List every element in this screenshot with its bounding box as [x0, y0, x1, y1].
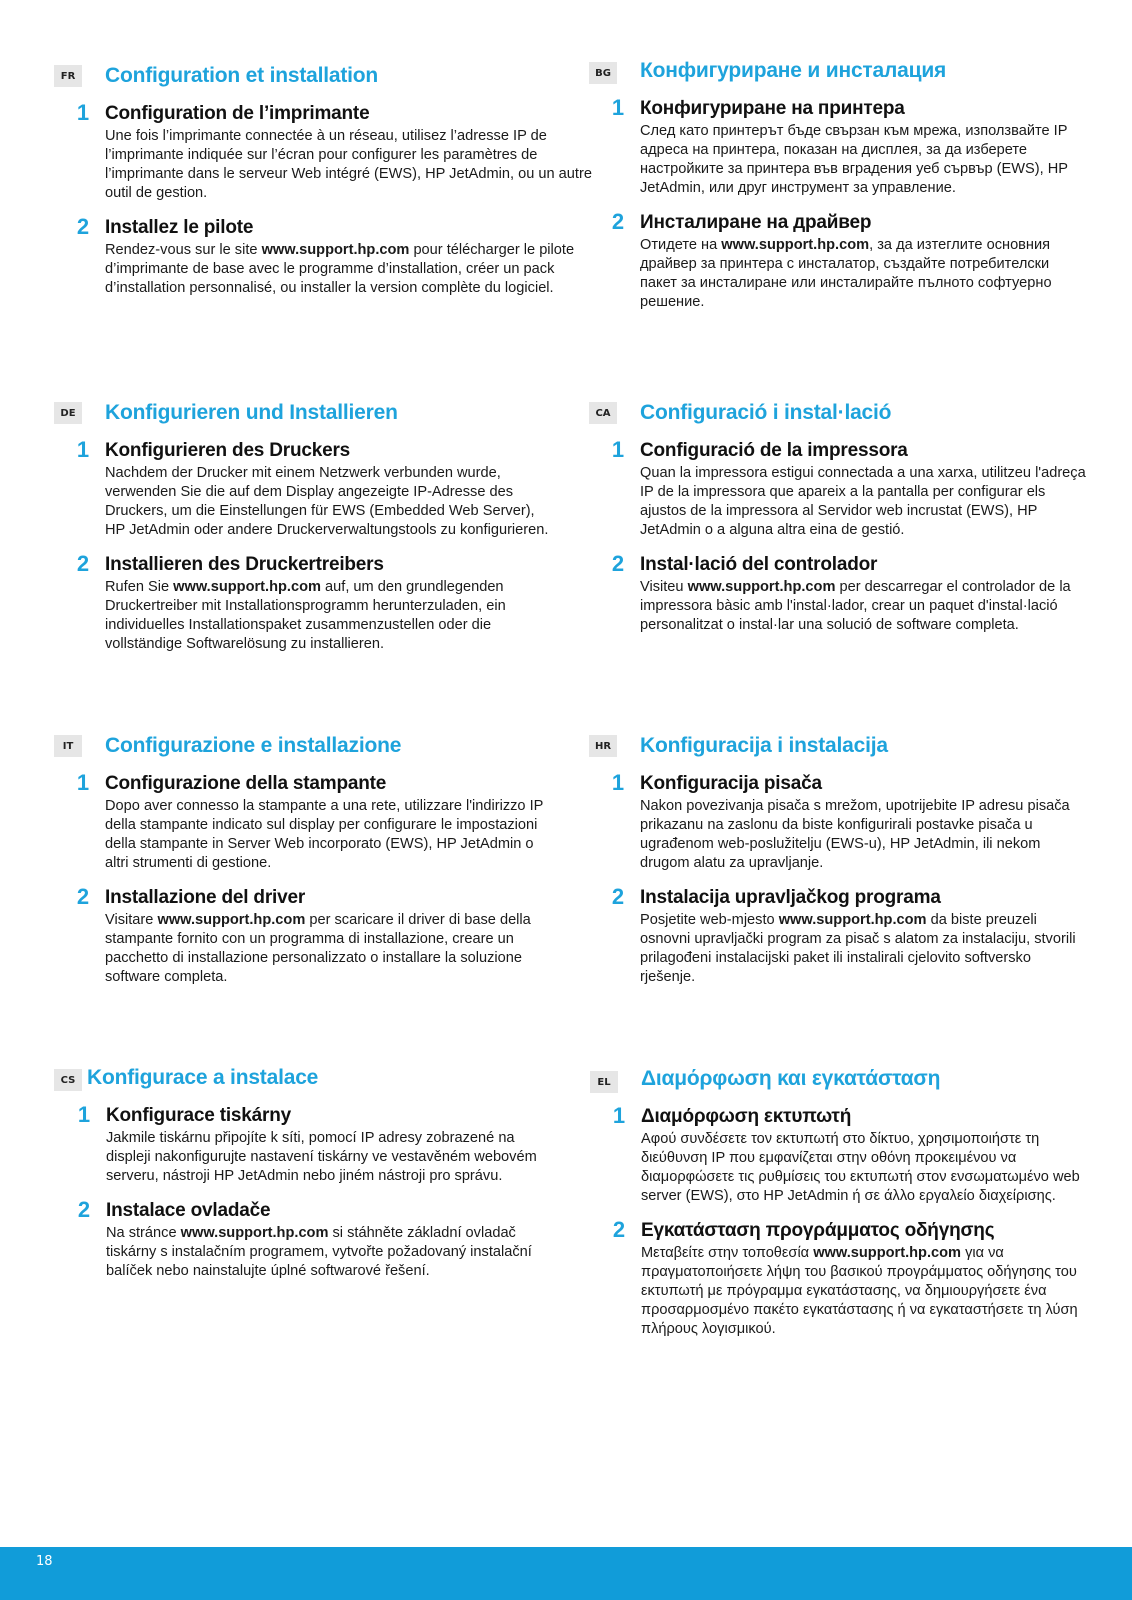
section-title: Konfigurace a instalace [87, 1066, 319, 1089]
support-link[interactable]: www.support.hp.com [778, 912, 927, 928]
step-text [641, 1244, 1091, 1339]
step-number: 1 [611, 770, 625, 795]
step-2 [76, 884, 555, 987]
language-tag: CA [589, 402, 617, 424]
step-1 [611, 437, 1090, 540]
section-title: Configurazione e installazione [105, 734, 402, 757]
step-number: 2 [611, 209, 625, 234]
section-it [62, 733, 555, 1001]
step-text-before: Visiteu [640, 579, 688, 595]
step-text: След като принтерът бъде свързан към мрежа, използвайте IP адреса на принтера, показан на дисплея, за да изберете настройките за принтера във вградения уеб сървър (EWS), HP JetAdmin, или друг инструмент за управление. [640, 123, 1068, 196]
language-tag: FR [54, 65, 82, 87]
step-text-after: pour télécharger le pilote d’imprimante de base avec le programme d’installation, créer un pack d’installation personnalisé, ou installer la version complète du logiciel. [105, 242, 575, 296]
step-number: 1 [77, 1102, 91, 1127]
step-title: Instalacija upravljačkog programa [640, 887, 941, 908]
section-de [60, 400, 555, 668]
step-1 [77, 1102, 556, 1186]
step-text-after: da biste preuzeli osnovni upravljački program za pisač s alatom za instalaciju, stvorili prilagođeni instalacijski paket ili instalirali cjelovito softversko rješenje. [640, 912, 1076, 985]
section-hr [594, 733, 1090, 1001]
step-text-after: auf, um den grundlegenden Druckertreiber mit Installationsprogramm herunterzuladen, ein individuelles Installationspaket zusammenzustellen oder die vollständige Softwarelösung zu installieren. [105, 579, 506, 652]
section-title: Διαμόρφωση και εγκατάσταση [641, 1067, 941, 1090]
step-number: 2 [611, 551, 625, 576]
step-2 [76, 214, 605, 298]
section-title: Konfigurieren und Installieren [105, 401, 398, 424]
section-fr [60, 63, 605, 312]
step-text: Αφού συνδέσετε τον εκτυπωτή στο δίκτυο, χρησιμοποιήστε τη διεύθυνση IP που εμφανίζεται στην οθόνη προκειμένου να διαμορφώσετε τις ρυθμίσεις του εκτυπωτή στον ενσωματωμένο web server (EWS), στο HP JetAdmin ή σε άλλο εργαλείο διαχείρισης. [641, 1131, 1080, 1204]
step-text-after: , за да изтеглите основния драйвер за принтера с инсталатор, създайте потребителски пакет за инсталиране или инсталирайте пълното софтуерно решение. [640, 237, 1052, 310]
support-link[interactable]: www.support.hp.com [721, 237, 870, 253]
step-1 [611, 770, 1090, 873]
step-text [106, 1224, 556, 1281]
step-text: Nachdem der Drucker mit einem Netzwerk verbunden wurde, verwenden Sie die auf dem Display angezeigte IP-Adresse des Druckers, um die Einstellungen für EWS (Embedded Web Server), HP JetAdmin oder andere Druckerverwaltungstools zu konfigurieren. [105, 465, 549, 538]
step-number: 1 [76, 437, 90, 462]
step-text [640, 911, 1090, 987]
language-tag: EL [590, 1071, 618, 1093]
step-2 [611, 551, 1090, 635]
step-number: 1 [76, 100, 90, 125]
step-title: Configuration de l’imprimante [105, 103, 370, 124]
step-title: Instalace ovladače [106, 1200, 271, 1221]
step-title: Инсталиране на драйвер [640, 212, 872, 233]
step-title: Konfiguracija pisača [640, 773, 822, 794]
section-el [597, 1066, 1091, 1353]
step-text-after: per scaricare il driver di base della stampante fornito con un programma di installazione, creare un pacchetto di installazione personalizzato o installare la soluzione software completa. [105, 912, 531, 985]
section-title: Configuration et installation [105, 64, 379, 87]
step-number: 1 [612, 1103, 626, 1128]
footer-bar [0, 1547, 1132, 1600]
language-tag: IT [54, 735, 82, 757]
section-title: Конфигуриране и инсталация [640, 59, 947, 82]
step-text-before: Rendez-vous sur le site [105, 242, 262, 258]
step-text-after: si stáhněte základní ovladač tiskárny s instalačním programem, vytvořte požadovaný instalační balíček nebo nainstalujte úplné softwarové řešení. [106, 1225, 532, 1279]
step-1 [76, 100, 605, 203]
step-number: 2 [611, 884, 625, 909]
step-title: Конфигуриране на принтера [640, 98, 905, 119]
step-title: Διαμόρφωση εκτυπωτή [641, 1106, 852, 1127]
step-text-after: per descarregar el controlador de la impressora bàsic amb l'instal·lador, crear un paquet d'instal·lació personalitzat o instal·lar una solució de software completa. [640, 579, 1071, 633]
step-title: Installieren des Druckertreibers [105, 554, 384, 575]
step-text [640, 236, 1090, 312]
language-tag: CS [54, 1069, 82, 1091]
step-text-before: Μεταβείτε στην τοποθεσία [641, 1245, 814, 1261]
support-link[interactable]: www.support.hp.com [180, 1225, 329, 1241]
step-title: Konfigurieren des Druckers [105, 440, 351, 461]
step-1 [611, 95, 1090, 198]
step-text: Quan la impressora estigui connectada a una xarxa, utilitzeu l'adreça IP de la impressora que apareix a la pantalla per configurar els ajustos de la impressora al Servidor web incrustat (EWS), HP JetAdmin o a alguna altra eina de gestió. [640, 465, 1086, 538]
step-text-before: Отидете на [640, 237, 722, 253]
step-title: Εγκατάσταση προγράμματος οδήγησης [641, 1220, 995, 1241]
step-text-after: για να πραγματοποιήσετε λήψη του βασικού προγράμματος οδήγησης του εκτυπωτή με πρόγραμμα εγκατάστασης, να δημιουργήσετε ένα προσαρμοσμένο πακέτο εγκατάστασης ή να εγκαταστήσετε τη λύση πλήρους λογισμικού. [641, 1245, 1078, 1337]
step-1 [612, 1103, 1091, 1206]
step-text: Dopo aver connesso la stampante a una rete, utilizzare l'indirizzo IP della stampante indicato sul display per configurare le impostazioni della stampante in Server Web incorporato (EWS), HP JetAdmin o altri strumenti di gestione. [105, 798, 544, 871]
step-text [105, 241, 605, 298]
step-number: 2 [77, 1197, 91, 1222]
step-2 [611, 884, 1090, 987]
step-2 [612, 1217, 1091, 1339]
step-text [105, 911, 555, 987]
step-1 [76, 437, 555, 540]
support-link[interactable]: www.support.hp.com [687, 579, 836, 595]
step-number: 1 [76, 770, 90, 795]
step-text: Nakon povezivanja pisača s mrežom, upotrijebite IP adresu pisača prikazanu na zaslonu da biste konfigurirali postavke pisača u ugrađenom web-poslužitelju (EWS-u), HP JetAdmin, ili nekom drugom alatu za upravljanje. [640, 798, 1070, 871]
step-text [105, 578, 555, 654]
step-number: 2 [612, 1217, 626, 1242]
step-text [640, 578, 1090, 635]
page-number: 18 [36, 1554, 53, 1569]
step-title: Configuració de la impressora [640, 440, 908, 461]
section-title: Configuració i instal·lació [640, 401, 892, 424]
language-tag: DE [54, 402, 82, 424]
section-bg [595, 58, 1090, 326]
step-text: Une fois l’imprimante connectée à un réseau, utilisez l’adresse IP de l’imprimante indiquée sur l’écran pour configurer les paramètres de l’imprimante dans le serveur Web intégré (EWS), HP JetAdmin, ou un autre outil de gestion. [105, 128, 592, 201]
step-text-before: Na stránce [106, 1225, 181, 1241]
step-title: Konfigurace tiskárny [106, 1105, 291, 1126]
step-title: Installez le pilote [105, 217, 254, 238]
support-link[interactable]: www.support.hp.com [261, 242, 410, 258]
language-tag: HR [589, 735, 617, 757]
step-2 [76, 551, 555, 654]
step-text: Jakmile tiskárnu připojíte k síti, pomocí IP adresy zobrazené na displeji nakonfigurujte nastavení tiskárny ve vestavěném webovém serveru, nástroji HP JetAdmin nebo jiném nástroji pro správu. [106, 1130, 537, 1184]
step-text-before: Posjetite web-mjesto [640, 912, 779, 928]
step-title: Instal·lació del controlador [640, 554, 878, 575]
step-number: 2 [76, 884, 90, 909]
step-text-before: Visitare [105, 912, 158, 928]
step-text-before: Rufen Sie [105, 579, 174, 595]
step-number: 1 [611, 437, 625, 462]
step-title: Installazione del driver [105, 887, 306, 908]
language-tag: BG [589, 62, 617, 84]
step-1 [76, 770, 555, 873]
section-ca [595, 400, 1090, 649]
step-title: Configurazione della stampante [105, 773, 387, 794]
section-cs [60, 1065, 556, 1295]
step-number: 1 [611, 95, 625, 120]
step-2 [77, 1197, 556, 1281]
support-link[interactable]: www.support.hp.com [157, 912, 306, 928]
step-number: 2 [76, 214, 90, 239]
step-2 [611, 209, 1090, 312]
support-link[interactable]: www.support.hp.com [813, 1245, 962, 1261]
section-title: Konfiguracija i instalacija [640, 734, 888, 757]
support-link[interactable]: www.support.hp.com [173, 579, 321, 595]
step-number: 2 [76, 551, 90, 576]
